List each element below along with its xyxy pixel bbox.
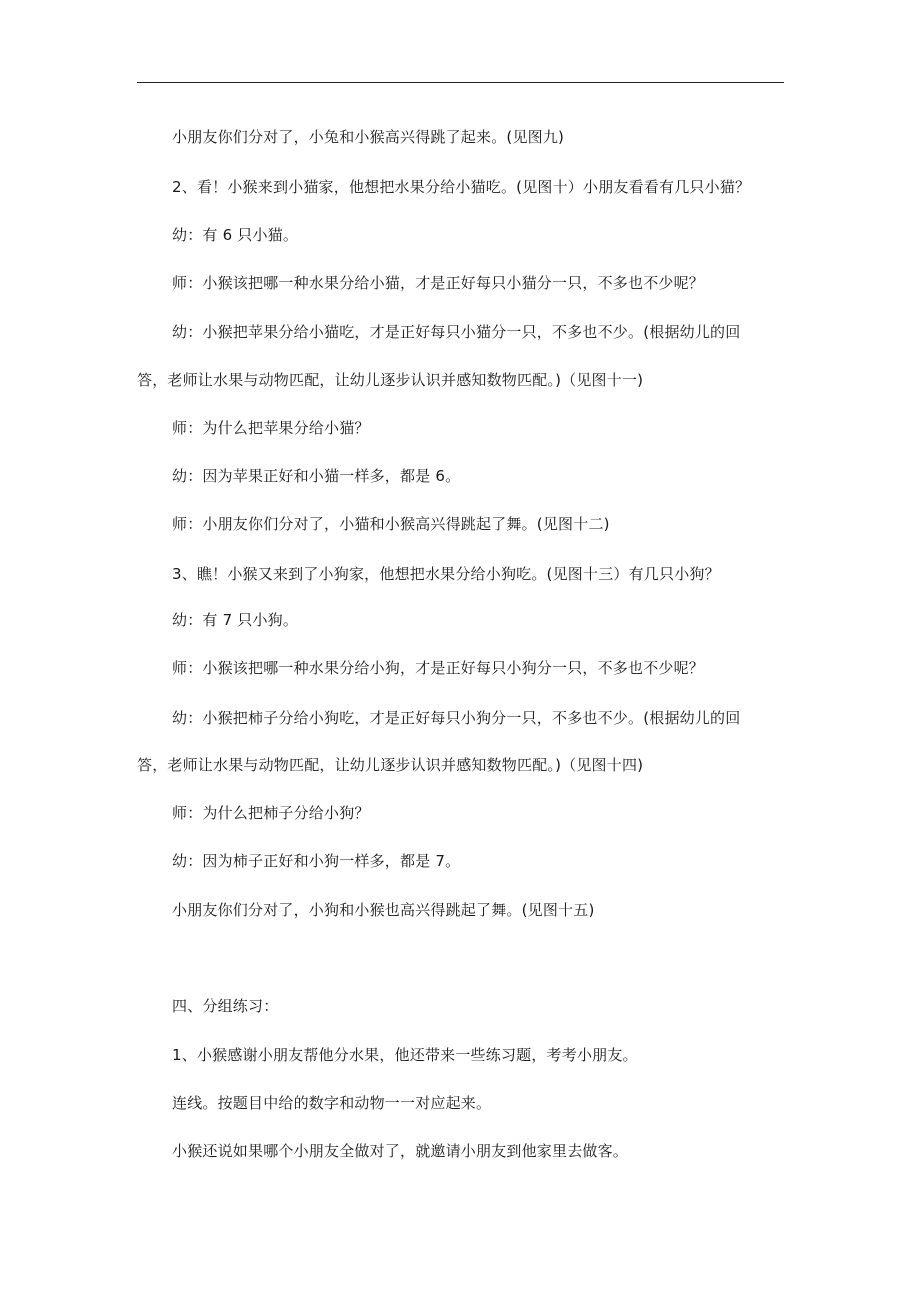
paragraph-line: 小猴还说如果哪个小朋友全做对了，就邀请小朋友到他家里去做客。 bbox=[172, 1142, 629, 1160]
paragraph-line: 师：为什么把苹果分给小猫？ bbox=[172, 419, 370, 437]
paragraph-line: 小朋友你们分对了，小兔和小猴高兴得跳了起来。(见图九) bbox=[172, 128, 565, 146]
paragraph-line: 幼：因为柿子正好和小狗一样多，都是 7。 bbox=[172, 852, 461, 870]
paragraph-line: 幼：有 6 只小猫。 bbox=[172, 226, 299, 244]
paragraph-line: 1、小猴感谢小朋友帮他分水果，他还带来一些练习题，考考小朋友。 bbox=[172, 1046, 638, 1064]
paragraph-line: 幼：小猴把苹果分给小猫吃，才是正好每只小猫分一只，不多也不少。(根据幼儿的回 bbox=[172, 323, 741, 341]
paragraph-line: 师：小猴该把哪一种水果分给小猫，才是正好每只小猫分一只，不多也不少呢？ bbox=[172, 274, 705, 292]
paragraph-line: 幼：因为苹果正好和小猫一样多，都是 6。 bbox=[172, 467, 461, 485]
paragraph-line: 师：小猴该把哪一种水果分给小狗，才是正好每只小狗分一只，不多也不少呢？ bbox=[172, 659, 705, 677]
paragraph-line: 幼：小猴把柿子分给小狗吃，才是正好每只小狗分一只，不多也不少。(根据幼儿的回 bbox=[172, 709, 741, 727]
section-heading: 四、分组练习： bbox=[172, 997, 279, 1015]
paragraph-line: 2、看！小猴来到小猫家，他想把水果分给小猫吃。(见图十）小朋友看看有几只小猫？ bbox=[172, 178, 751, 196]
paragraph-line: 师：小朋友你们分对了，小猫和小猴高兴得跳起了舞。(见图十二) bbox=[172, 515, 610, 533]
paragraph-line: 答，老师让水果与动物匹配，让幼儿逐步认识并感知数物匹配。)（见图十一) bbox=[137, 371, 644, 389]
paragraph-line: 师：为什么把柿子分给小狗？ bbox=[172, 804, 370, 822]
paragraph-line: 幼：有 7 只小狗。 bbox=[172, 611, 299, 629]
paragraph-line: 连线。按题目中给的数字和动物一一对应起来。 bbox=[172, 1094, 492, 1112]
paragraph-line: 3、瞧！小猴又来到了小狗家，他想把水果分给小狗吃。(见图十三）有几只小狗？ bbox=[172, 565, 720, 583]
paragraph-line: 小朋友你们分对了，小狗和小猴也高兴得跳起了舞。(见图十五) bbox=[172, 901, 595, 919]
paragraph-line: 答，老师让水果与动物匹配，让幼儿逐步认识并感知数物匹配。)（见图十四) bbox=[137, 756, 644, 774]
